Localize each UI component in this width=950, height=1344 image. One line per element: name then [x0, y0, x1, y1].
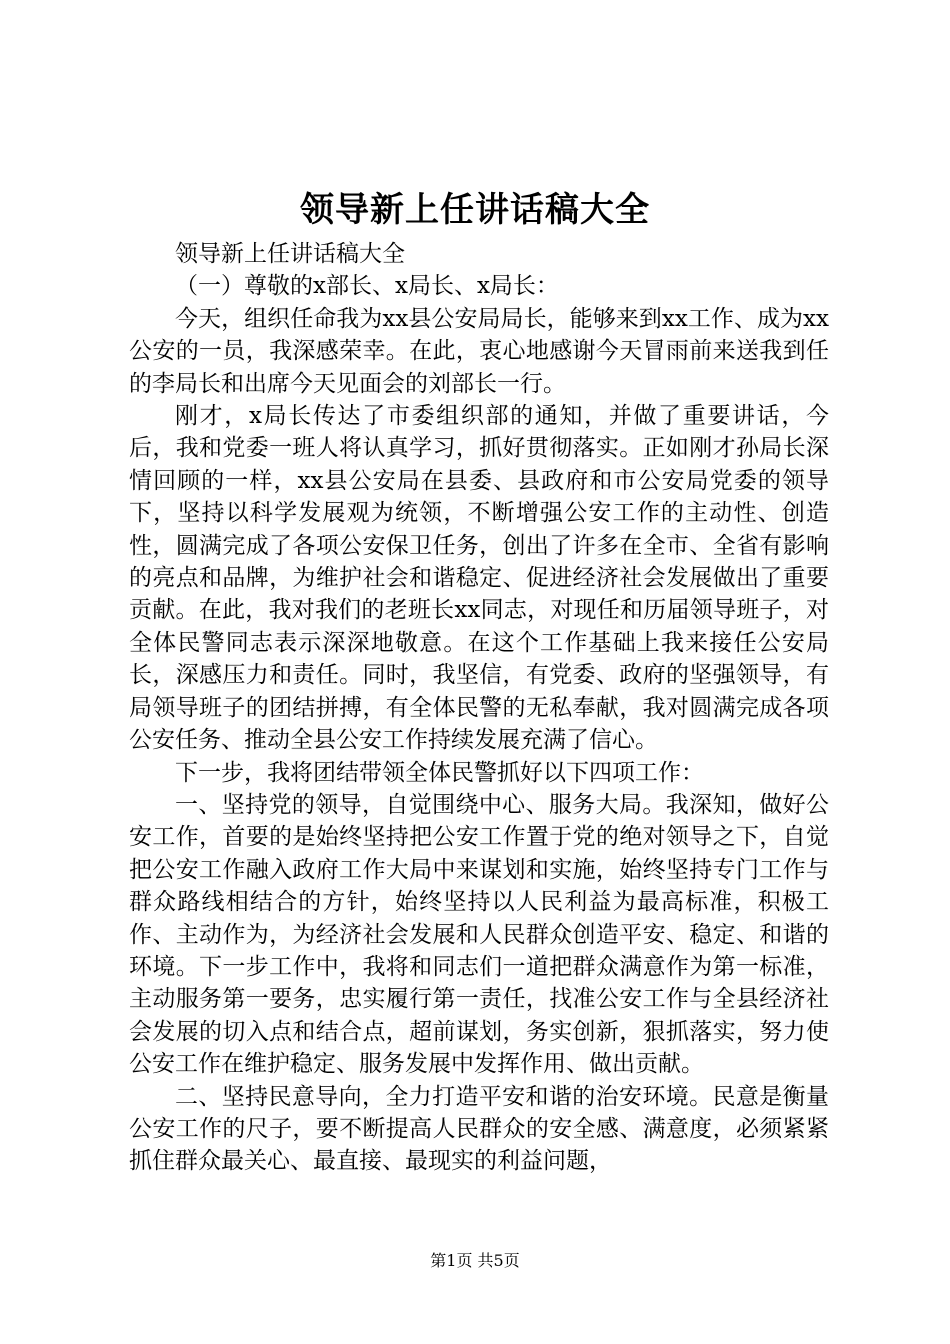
paragraph: 领导新上任讲话稿大全 [175, 241, 405, 267]
document-body [129, 238, 829, 1178]
paragraph: 今天，组织任命我为xx县公安局局长，能够来到xx工作、成为xx公安的一员，我深感荣幸。在此，衷心地感谢今天冒雨前来送我到任的李局长和出席今天见面会的刘部长一行。 [129, 305, 829, 397]
paragraph: 下一步，我将团结带领全体民警抓好以下四项工作： [175, 759, 704, 786]
document-title: 领导新上任讲话稿大全 [300, 190, 650, 230]
page-footer: 第1页 共5页 [430, 1251, 520, 1270]
paragraph: 二、坚持民意导向，全力打造平安和谐的治安环境。民意是衡量公安工作的尺子，要不断提高人民群众的安全感、满意度，必须紧紧抓住群众最关心、最直接、最现实的利益问题， [129, 1083, 829, 1175]
paragraph: （一）尊敬的x部长、x局长、x局长： [175, 273, 559, 300]
paragraph: 一、坚持党的领导，自觉围绕中心、服务大局。我深知，做好公安工作，首要的是始终坚持把公安工作置于党的绝对领导之下，自觉把公安工作融入政府工作大局中来谋划和实施，始终坚持专门工作与群众路线相结合的方针，始终坚持以人民利益为最高标准，积极工作、主动作为，为经济社会发展和人民群众创造平安、稳定、和谐的环境。下一步工作中，我将和同志们一道把群众满意作为第一标准，主动服务第一要务，忠实履行第一责任，找准公安工作与全县经济社会发展的切入点和结合点，超前谋划，务实创新，狠抓落实，努力使公安工作在维护稳定、服务发展中发挥作用、做出贡献。 [129, 791, 829, 1078]
paragraph: 刚才，x局长传达了市委组织部的通知，并做了重要讲话，今后，我和党委一班人将认真学习，抓好贯彻落实。正如刚才孙局长深情回顾的一样，xx县公安局在县委、县政府和市公安局党委的领导下，坚持以科学发展观为统领，不断增强公安工作的主动性、创造性，圆满完成了各项公安保卫任务，创出了许多在全市、全省有影响的亮点和品牌，为维护社会和谐稳定、促进经济社会发展做出了重要贡献。在此，我对我们的老班长xx同志，对现任和历届领导班子，对全体民警同志表示深深地敬意。在这个工作基础上我来接任公安局长，深感压力和责任。同时，我坚信，有党委、政府的坚强领导，有局领导班子的团结拼搏，有全体民警的无私奉献，我对圆满完成各项公安任务、推动全县公安工作持续发展充满了信心。 [129, 403, 829, 754]
